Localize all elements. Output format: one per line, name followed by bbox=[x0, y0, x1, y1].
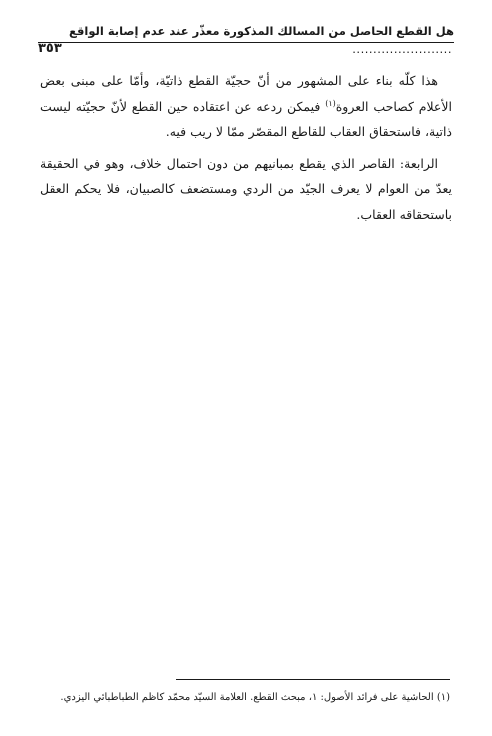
paragraph-1 bbox=[40, 68, 452, 145]
header-leader-dots: ........................ bbox=[352, 42, 452, 56]
page-number: ٣٥٣ bbox=[38, 41, 62, 56]
running-header bbox=[38, 22, 454, 56]
footnote-1-text: الحاشية على فرائد الأصول: ١، مبحث القطع. العلامة السيّد محمّد كاظم الطباطبائي اليزدي. bbox=[60, 692, 437, 703]
paragraph-1-text-b: فيمكن ردعه عن اعتقاده حين القطع لأنّ حجيّته ليست ذاتية، فاستحقاق العقاب للقاطع المقصّر ممّا لا ريب فيه. bbox=[40, 98, 452, 139]
header-title: هل القطع الحاصل من المسالك المذكورة معذّر عند عدم إصابة الواقع bbox=[69, 24, 454, 38]
paragraph-2 bbox=[40, 151, 452, 228]
main-text bbox=[40, 68, 452, 233]
paragraph-2-text: الرابعة: القاصر الذي يقطع بمبانيهم من دون احتمال خلاف، وهو في الحقيقة يعدّ من العوام لا يعرف الجيّد من الردي ومستضعف كالصبيان، فلا يحكم العقل باستحقاقه العقاب. bbox=[40, 155, 452, 222]
header-rule bbox=[38, 42, 454, 43]
paragraph-1-text-a: هذا كلّه بناء على المشهور من أنّ حجيّة القطع ذاتيّة، وأمّا على مبنى بعض الأعلام كصاحب العروة bbox=[40, 73, 452, 114]
footnote-reference-1: (١) bbox=[325, 98, 336, 108]
footnote-rule bbox=[176, 679, 450, 680]
footnote-1 bbox=[40, 690, 450, 706]
footnote-1-mark: (١) bbox=[436, 692, 450, 703]
